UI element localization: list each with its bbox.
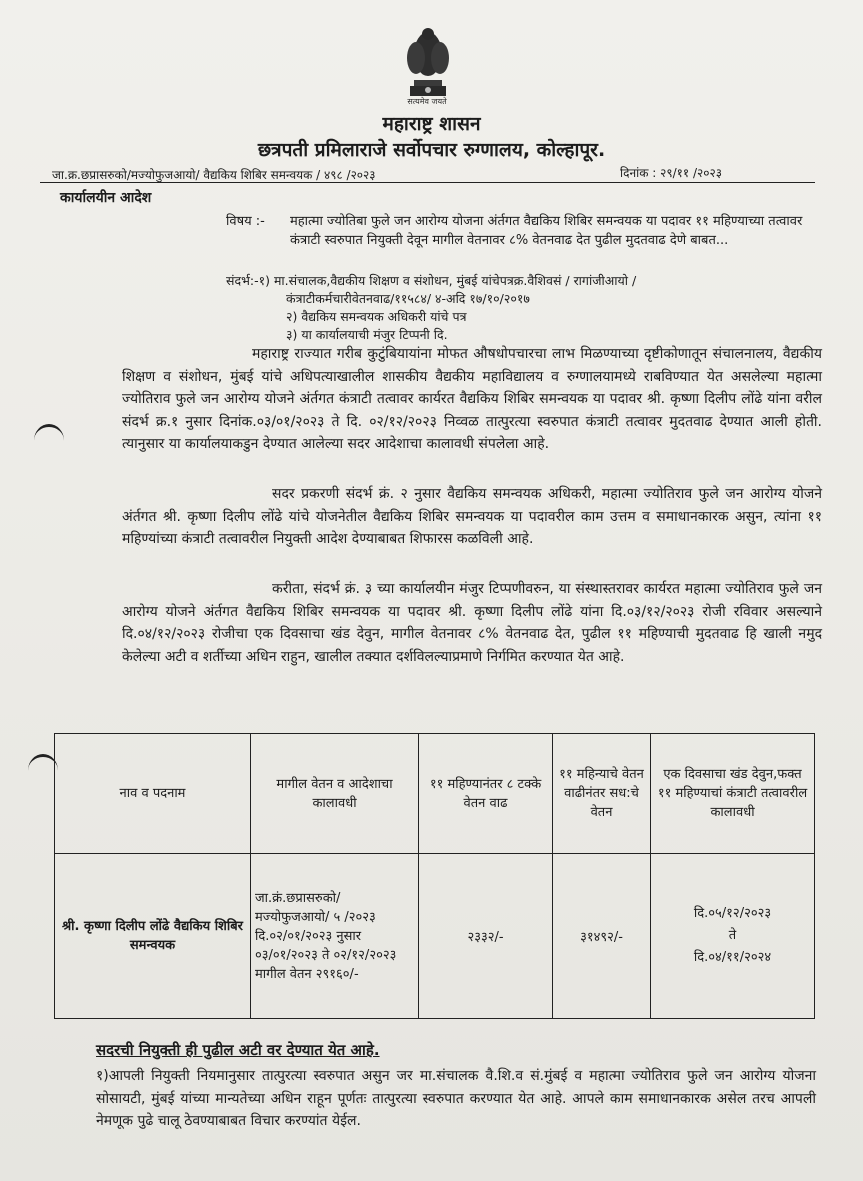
period-to: दि.०४/११/२०२४ [693,950,772,965]
header-increment: ११ महिण्यानंतर ८ टक्के वेतन वाढ [419,734,553,854]
reference-2: २) वैद्यकिय समन्वयक अधिकरी यांचे पत्र [286,309,467,324]
condition-1: १)आपली नियुक्ती नियमानुसार तात्पुरत्या स्वरुपात असुन जर मा.संचालक वै.शि.व सं.मुंबई व महात्मा ज्योतिराव फुले जन आरोग्य योजना सोसायटी, मुंबई यांच्या मान्यतेच्या अधिन राहून पूर्णतः तात्पुरत्या स्वरुपात करण्यात येत आहे. आपले काम समाधानकारक असेल तरच आपली नेमणूक पुढे चालू ठेवण्याबाबत विचार करण्यांत येईल. [96,1068,816,1129]
header-period: एक दिवसाचा खंड देवुन,फक्त ११ महिण्याचां कंत्राटी तत्वावरील कालावधी [651,734,815,854]
conditions-heading: सदरची नियुक्ती ही पुढील अटी वर देण्यात येत आहे. [96,1041,380,1059]
reference-3: ३) या कार्यालयाची मंजुर टिप्पनी दि. [286,327,448,342]
hospital-title: छत्रपती प्रमिलाराजे सर्वोपचार रुग्णालय, कोल्हापूर. [257,139,606,161]
punch-hole-mark [34,424,64,457]
references-label: संदर्भ:- [226,273,259,288]
date-line [620,164,722,181]
paragraph-2: सदर प्रकरणी संदर्भ क्रं. २ नुसार वैद्यकिय समन्वयक अधिकरी, महात्मा ज्योतिराव फुले जन आरोग्य योजने अंर्तगत श्री. कृष्णा दिलीप लोंढे यांचे योजनेतील वैद्यकिय शिबिर समन्वयक या पदावरील काम उत्तम व समाधानकारक असुन, त्यांना ११ महिण्यांच्या कंत्राटी तत्वावरील नियुक्ती आदेश देण्याबाबत शिफारस कळविली आहे. [122,486,822,547]
subject-block [226,212,816,250]
table-header-row [55,734,815,854]
cell-previous-salary: जा.क्रं.छप्रासरुको/ मज्योफुजआयो/ ५ /२०२३ दि.०२/०१/२०२३ नुसार ०३/०१/२०२३ ते ०२/१२/२०२३ मागील वेतन २९१६०/- [251,854,419,1019]
subject-text: महात्मा ज्योतिबा फुले जन आरोग्य योजना अंर्तगत वैद्यकिय शिबिर समन्वयक या पदावर ११ महिण्याच्या तत्वावर कंत्राटी स्वरुपात नियुक्ती देवून मागील वेतनावर ८% वेतनवाढ देत पुढील मुदतवाढ देणे बाबत... [290,214,803,248]
emblem-motto: सत्यमेव जयते [407,97,447,106]
reference-1: १) मा.संचालक,वैद्यकीय शिक्षण व संशोधन, मुंबई यांचेपत्रक्र.वैशिवसं / रागांजीआयो / [258,273,637,288]
government-title: महाराष्ट्र शासन [382,113,481,135]
appointment-table [54,733,815,1019]
header-divider [40,182,815,183]
period-from: दि.०५/१२/२०२३ [693,906,772,921]
office-order-title: कार्यालयीन आदेश [60,190,152,206]
national-emblem-icon [396,24,460,104]
references-block [226,272,826,344]
cell-period [651,854,815,1019]
reference-number: जा.क्र.छप्रासरुको/मज्योफुजआयो/ वैद्यकिय शिबिर समन्वयक / ४९८ /२०२३ [52,168,376,182]
punch-hole-mark [28,754,58,787]
cell-new-salary: ३१४९२/- [553,854,651,1019]
date-label: दिनांक : [620,166,657,180]
paragraph-3: करीता, संदर्भ क्रं. ३ च्या कार्यालयीन मंजुर टिप्पणीवरुन, या संस्थास्तरावर कार्यरत महात्मा ज्योतिराव फुले जन आरोग्य योजने अंर्तगत वैद्यकिय शिबिर समन्वयक या पदावर श्री. कृष्णा दिलीप लोंढे यांना दि.०३/१२/२०२३ रोजी रविवार असल्याने दि.०४/१२/२०२३ रोजीचा एक दिवसाचा खंड देवुन, मागील वेतनावर ८% वेतनवाढ देत, पुढील ११ महिण्याची मुदतवाढ हि खाली नमुद केलेल्या अटी व शर्तीच्या अधिन राहुन, खालील तक्यात दर्शविलल्याप्रमाणे निर्गमित करण्यात येत आहे. [122,581,822,665]
date-value: २९/११ /२०२३ [660,166,722,180]
header-name: नाव व पदनाम [55,734,251,854]
header-previous-salary: मागील वेतन व आदेशाचा कालावधी [251,734,419,854]
subject-label: विषय :- [226,214,265,229]
period-to-word: ते [728,928,737,943]
cell-name: श्री. कृष्णा दिलीप लोंढे वैद्यकिय शिबिर समन्वयक [55,854,251,1019]
header-new-salary: ११ महिन्याचे वेतन वाढीनंतर सध:चे वेतन [553,734,651,854]
table-row [55,854,815,1019]
paragraph-1: महाराष्ट्र राज्यात गरीब कुटुंबियायांना मोफत औषधोपचारचा लाभ मिळण्याच्या दृष्टीकोणातून संचालनालय, वैद्यकीय शिक्षण व संशोधन, मुंबई यांचे अधिपत्याखालील शासकीय वैद्यकीय महाविद्यालय व रुग्णालयामध्ये राबविण्यात येत असलेल्या महात्मा ज्योतिराव फुले जन आरोग्य योजने अंर्तगत कंत्राटी तत्वावर कार्यरत वैद्यकिय शिबिर समन्वयक या पदावर श्री. कृष्णा दिलीप लोंढे यांना वरील संदर्भ क्र.१ नुसार दिनांक.०३/०१/२०२३ ते दि. ०२/१२/२०२३ निव्वळ तात्पुरत्या स्वरुपात कंत्राटी तत्वावर मुदतवाढ देण्यात आली होती. त्यानुसार या कार्यालयाकडुन देण्यात आलेल्या सदर आदेशाचा कालावधी संपलेला आहे. [122,346,822,452]
cell-increment: २३३२/- [419,854,553,1019]
reference-1-continued: कंत्राटीकर्मचारीवेतनवाढ/११५८४/ ४-अदि १७/१०/२०१७ [286,291,530,306]
